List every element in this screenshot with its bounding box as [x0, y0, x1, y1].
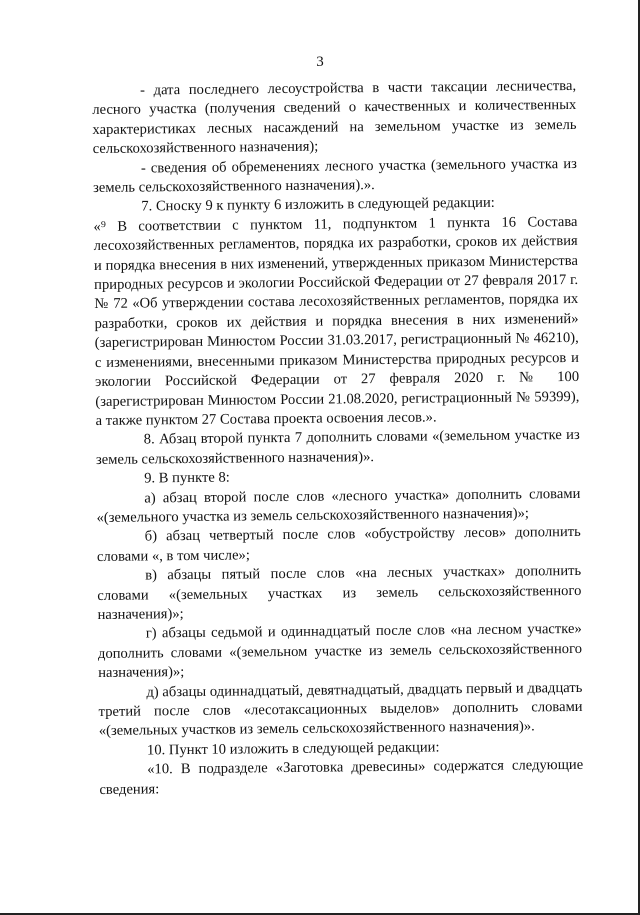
paragraph: 10. Пункт 10 изложить в следующей редакции:	[146, 739, 440, 759]
document-body	[92, 77, 583, 800]
footnote-paragraph: «⁹ В соответствии с пунктом 11, подпунктом 1 пункта 16 Состава лесохозяйственных регламентов, порядка их разработки, сроков их действия и порядка внесения в них изменений, утвержденных приказом Министерства природных ресурсов и экологии Российской Федерации от 27 февраля 2017 г. № 72 «Об утверждении состава лесохозяйственных регламентов, порядка их разработки, сроков их действия и порядка внесения в них изменений» (зарегистрирован Минюстом России 31.03.2017, регистрационный № 46210), с изменениями, внесенными приказом Министерства природных ресурсов и экологии Российской Федерации от 27 февраля 2020 г. № 100 (зарегистрирован Минюстом России 21.08.2020, регистрационный № 59399), а также пунктом 27 Состава проекта освоения лесов.».	[93, 213, 580, 429]
list-item: г) абзацы седьмой и одиннадцатый после слов «на лесном участке» дополнить словами «(земельном участке из земель сельскохозяйственного назначения)»;	[97, 621, 583, 682]
paragraph: «10. В подразделе «Заготовка древесины» содержатся следующие сведения:	[99, 757, 584, 798]
paragraph: 7. Сноску 9 к пункту 6 изложить в следующей редакции:	[141, 195, 495, 215]
list-item: а) абзац второй после слов «лесного участка» дополнить словами «(земельного участка из земель сельскохозяйственного назначения)»;	[96, 485, 581, 526]
paragraph: 9. В пункте 8:	[144, 469, 230, 487]
paragraph: - дата последнего лесоустройства в части таксации лесничества, лесного участка (получения сведений о качественных и количественных характеристиках лесных насаждений на земельном участке из земель сельскохозяйственного назначения);	[92, 77, 577, 158]
paragraph: 8. Абзац второй пункта 7 дополнить словами «(земельном участке из земель сельскохозяйственного назначения)».	[95, 427, 580, 468]
list-item: д) абзацы одиннадцатый, девятнадцатый, двадцать первый и двадцать третий после слов «лесотаксационных выделов» дополнить словами «(земельных участков из земель сельскохозяйственного назначения)».	[98, 679, 583, 740]
page-number: 3	[316, 54, 324, 70]
list-item: в) абзацы пятый после слов «на лесных участках» дополнить словами «(земельных участках из земель сельскохозяйственного назначения)»;	[97, 563, 582, 623]
paragraph: - сведения об обременениях лесного участка (земельного участка из земель сельскохозяйственного назначения).».	[93, 155, 577, 197]
list-item: б) абзац четвертый после слов «обустройству лесов» дополнить словами «, в том числе»;	[96, 524, 581, 565]
